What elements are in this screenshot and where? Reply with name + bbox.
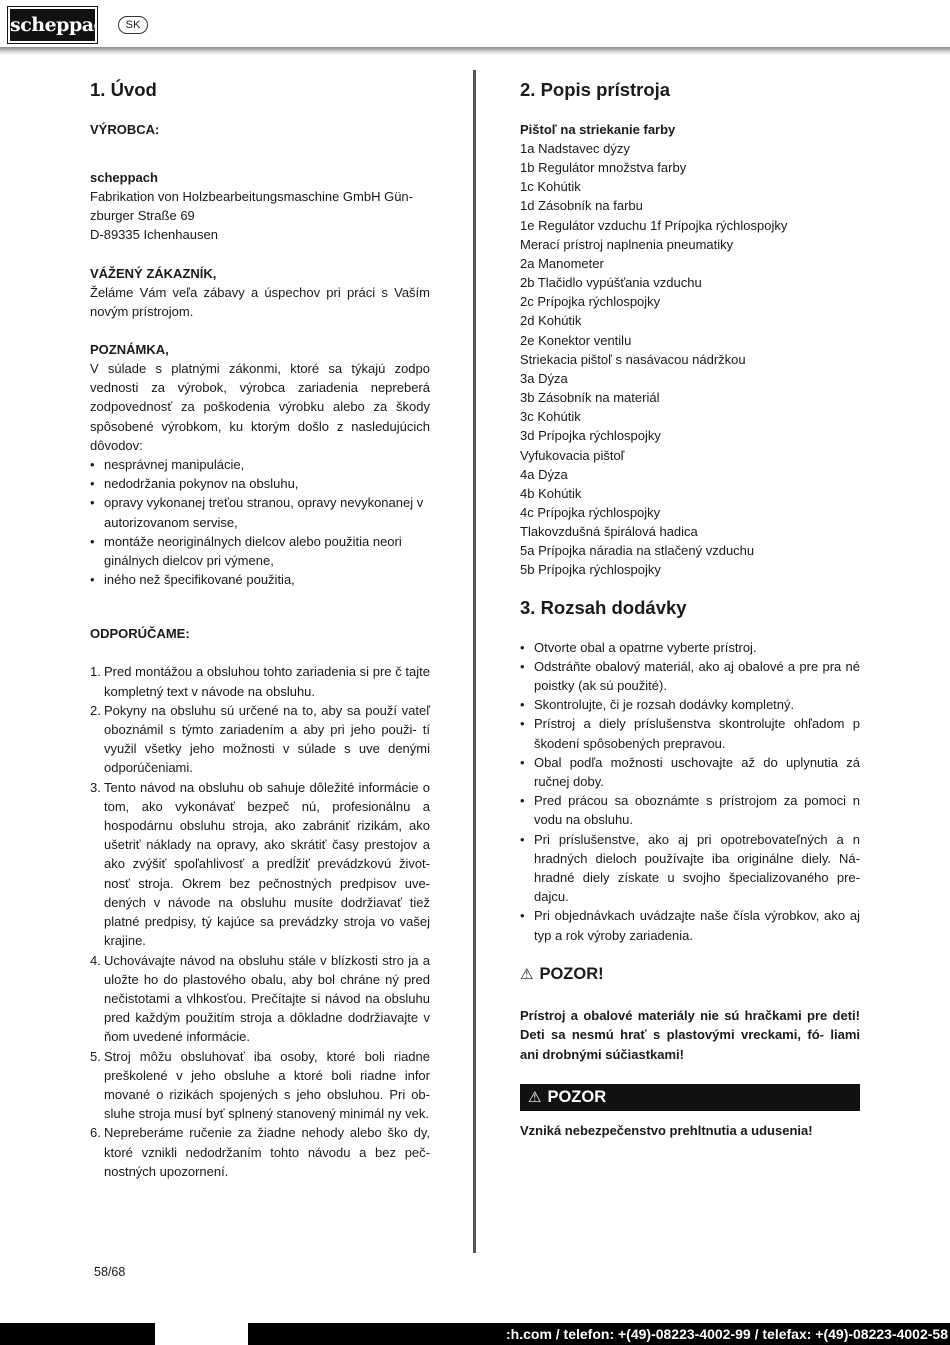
warning-heading: ⚠ POZOR!: [520, 963, 860, 986]
list-item: 3c Kohútik: [520, 409, 581, 425]
list-item: 1c Kohútik: [520, 179, 581, 195]
page-number: 58/68: [94, 1265, 126, 1279]
list-item: 3b Zásobník na materiál: [520, 390, 660, 406]
list-item: • Otvorte obal a opatrne vyberte prístroj.: [520, 638, 860, 657]
list-item: 1d Zásobník na farbu: [520, 198, 643, 214]
recommend-list: [90, 662, 430, 1180]
list-item: 3. Tento návod na obsluhu ob sahuje dôležité informácie o tom, ako vykonávať bezpeč nú, profesionálnu a hospodárnu obsluhu stroja, ako zabrániť rizikám, ako ušetriť náklady na opravy, ako skrátiť časy prestojov a ako zvýšiť spoľahlivosť a predĺžiť prevádzkovú život- nosť stroja. Okrem bez pečnostných predpisov uve- dených v návode na obsluhu musíte dodržiavať tiež platné predpisy, tý kajúce sa prevádzky stroja vo vašej krajine.: [90, 779, 430, 949]
list-item: 1e Regulátor vzduchu 1f Prípojka rýchlospojky: [520, 217, 788, 233]
list-item: • Pri príslušenstve, ako aj pri opotrebovateľných a n hradných dieloch používajte iba originálne diely. Ná- hradné diely získate u svojho špecializovaného pre- dajcu.: [520, 830, 860, 907]
list-item: • Skontrolujte, či je rozsah dodávky kompletný.: [520, 695, 860, 714]
right-column: [520, 78, 860, 1141]
list-item: • Prístroj a diely príslušenstva skontrolujte ohľadom p škodení spôsobených prepravou.: [520, 714, 860, 752]
company-line: D-89335 Ichenhausen: [90, 227, 218, 243]
list-item: Merací prístroj naplnenia pneumatiky: [520, 236, 734, 252]
list-item: • Pri objednávkach uvádzajte naše čísla výrobkov, ako aj typ a rok výroby zariadenia.: [520, 906, 860, 944]
list-item: 1b Regulátor množstva farby: [520, 160, 687, 176]
note-bullet-list: [90, 455, 430, 589]
scope-bullet-list: [520, 638, 860, 945]
note-text: V súlade s platnými zákonmi, ktoré sa týkajú zodpo vednosti za výrobok, výrobca zariadenia nepreberá zodpovednosť za poškodenia výrobku alebo za škody spôsobené výrobkom, ku ktorým došlo z nasledujúcich dôvodov:: [90, 361, 430, 453]
list-item: 1a Nadstavec dýzy: [520, 141, 630, 156]
section-title-intro: 1. Úvod: [90, 79, 157, 100]
warning-triangle-icon: ⚠: [520, 965, 534, 983]
list-item: Vyfukovacia pištoľ: [520, 447, 625, 463]
list-item: • opravy vykonanej treťou stranou, opravy nevykonanej v autorizovanom servise,: [90, 493, 430, 531]
list-item: 2d Kohútik: [520, 313, 582, 329]
list-item: 1. Pred montážou a obsluhou tohto zariadenia si pre č tajte kompletný text v návode na obsluhu.: [90, 664, 430, 699]
list-item: 2c Prípojka rýchlospojky: [520, 294, 661, 310]
list-item: 2. Pokyny na obsluhu sú určené na to, aby sa použí vateľ oboznámil s týmto zariadením a aby pri jeho použi- tí využil všetky jeho možnosti v súlade s uve denými odporúčeniami.: [90, 702, 430, 776]
list-item: • iného než špecifikované použitia,: [90, 570, 430, 589]
scheppach-logo: scheppach: [8, 7, 97, 43]
list-item: 5b Prípojka rýchlospojky: [520, 562, 661, 578]
list-item: 2a Manometer: [520, 255, 604, 271]
list-item: 2e Konektor ventilu: [520, 332, 632, 348]
warning-triangle-icon: ⚠: [528, 1089, 542, 1107]
warning-banner: ⚠ POZOR: [520, 1084, 860, 1111]
list-item: • Obal podľa možnosti uschovajte až do uplynutia zá ručnej doby.: [520, 753, 860, 791]
footer-contact: :h.com / telefon: +(49)-08223-4002-99 / telefax: +(49)-08223-4002-58: [248, 1323, 950, 1345]
column-divider: [473, 70, 476, 1253]
list-item: 4a Dýza: [520, 466, 568, 482]
parts-heading: Pištoľ na striekanie farby: [520, 122, 676, 137]
list-item: • Pred prácou sa oboznámte s prístrojom za pomoci n vodu na obsluhu.: [520, 791, 860, 829]
list-item: 4. Uchovávajte návod na obsluhu stále v blízkosti stro ja a uložte ho do plastového obalu, aby bol chráne ný pred nečistotami a vlhkosťou. Prečítajte si návod na obsluhu pred každým použitím stroja a dôkladne dodržiavajte v ňom uvedené informácie.: [90, 952, 430, 1045]
company-name: scheppach: [90, 170, 158, 185]
list-item: 4b Kohútik: [520, 485, 582, 501]
section-title-description: 2. Popis prístroja: [520, 79, 671, 100]
header-shadow: [0, 47, 950, 55]
list-item: • Odstráňte obalový materiál, ako aj obalové a pre pra né poistky (ak sú použité).: [520, 657, 860, 695]
list-item: 5. Stroj môžu obsluhovať iba osoby, ktoré boli riadne preškolené v jeho obsluhe a ktoré boli riadne infor mované o rizikách spojených s jeho obsluhou. Pri ob- sluhe stroja musí byť splnený stanovený minimál ny vek.: [90, 1048, 430, 1122]
language-badge: SK: [118, 16, 148, 34]
warning-text: Vzniká nebezpečenstvo prehltnutia a udusenia!: [520, 1123, 813, 1139]
list-item: • nesprávnej manipulácie,: [90, 455, 430, 474]
company-line: zburger Straße 69: [90, 208, 195, 224]
manufacturer-label: VÝROBCA:: [90, 122, 160, 137]
recommend-label: ODPORÚČAME:: [90, 626, 190, 642]
left-column: [90, 78, 430, 1181]
list-item: Tlakovzdušná špirálová hadica: [520, 524, 698, 540]
list-item: 4c Prípojka rýchlospojky: [520, 504, 661, 520]
list-item: • montáže neoriginálnych dielcov alebo použitia neori ginálnych dielcov pri výmene,: [90, 532, 430, 570]
dear-customer-text: Želáme Vám veľa zábavy a úspechov pri práci s Vaším novým prístrojom.: [90, 284, 430, 319]
list-item: 3a Dýza: [520, 370, 568, 386]
warning-text: Prístroj a obalové materiály nie sú hračkami pre deti! Deti sa nesmú hrať s plastovými vreckami, fó- liami ani drobnými súčiastkami!: [520, 1007, 860, 1062]
footer-bar-left: [0, 1323, 155, 1345]
list-item: • nedodržania pokynov na obsluhu,: [90, 474, 430, 493]
parts-list: [520, 139, 860, 580]
list-item: Striekacia pištoľ s nasávacou nádržkou: [520, 351, 746, 367]
list-item: 2b Tlačidlo vypúšťania vzduchu: [520, 275, 702, 291]
dear-customer-label: VÁŽENÝ ZÁKAZNÍK,: [90, 265, 217, 281]
section-title-scope: 3. Rozsah dodávky: [520, 596, 687, 618]
list-item: 3d Prípojka rýchlospojky: [520, 428, 661, 444]
list-item: 6. Nepreberáme ručenie za žiadne nehody alebo ško dy, ktoré vznikli nedodržaním tohto návodu a bez peč- nostných upozornení.: [90, 1125, 430, 1179]
company-line: Fabrikation von Holzbearbeitungsmaschine GmbH Gün-: [90, 189, 413, 204]
list-item: 5a Prípojka náradia na stlačený vzduchu: [520, 543, 755, 559]
note-label: POZNÁMKA,: [90, 342, 169, 358]
